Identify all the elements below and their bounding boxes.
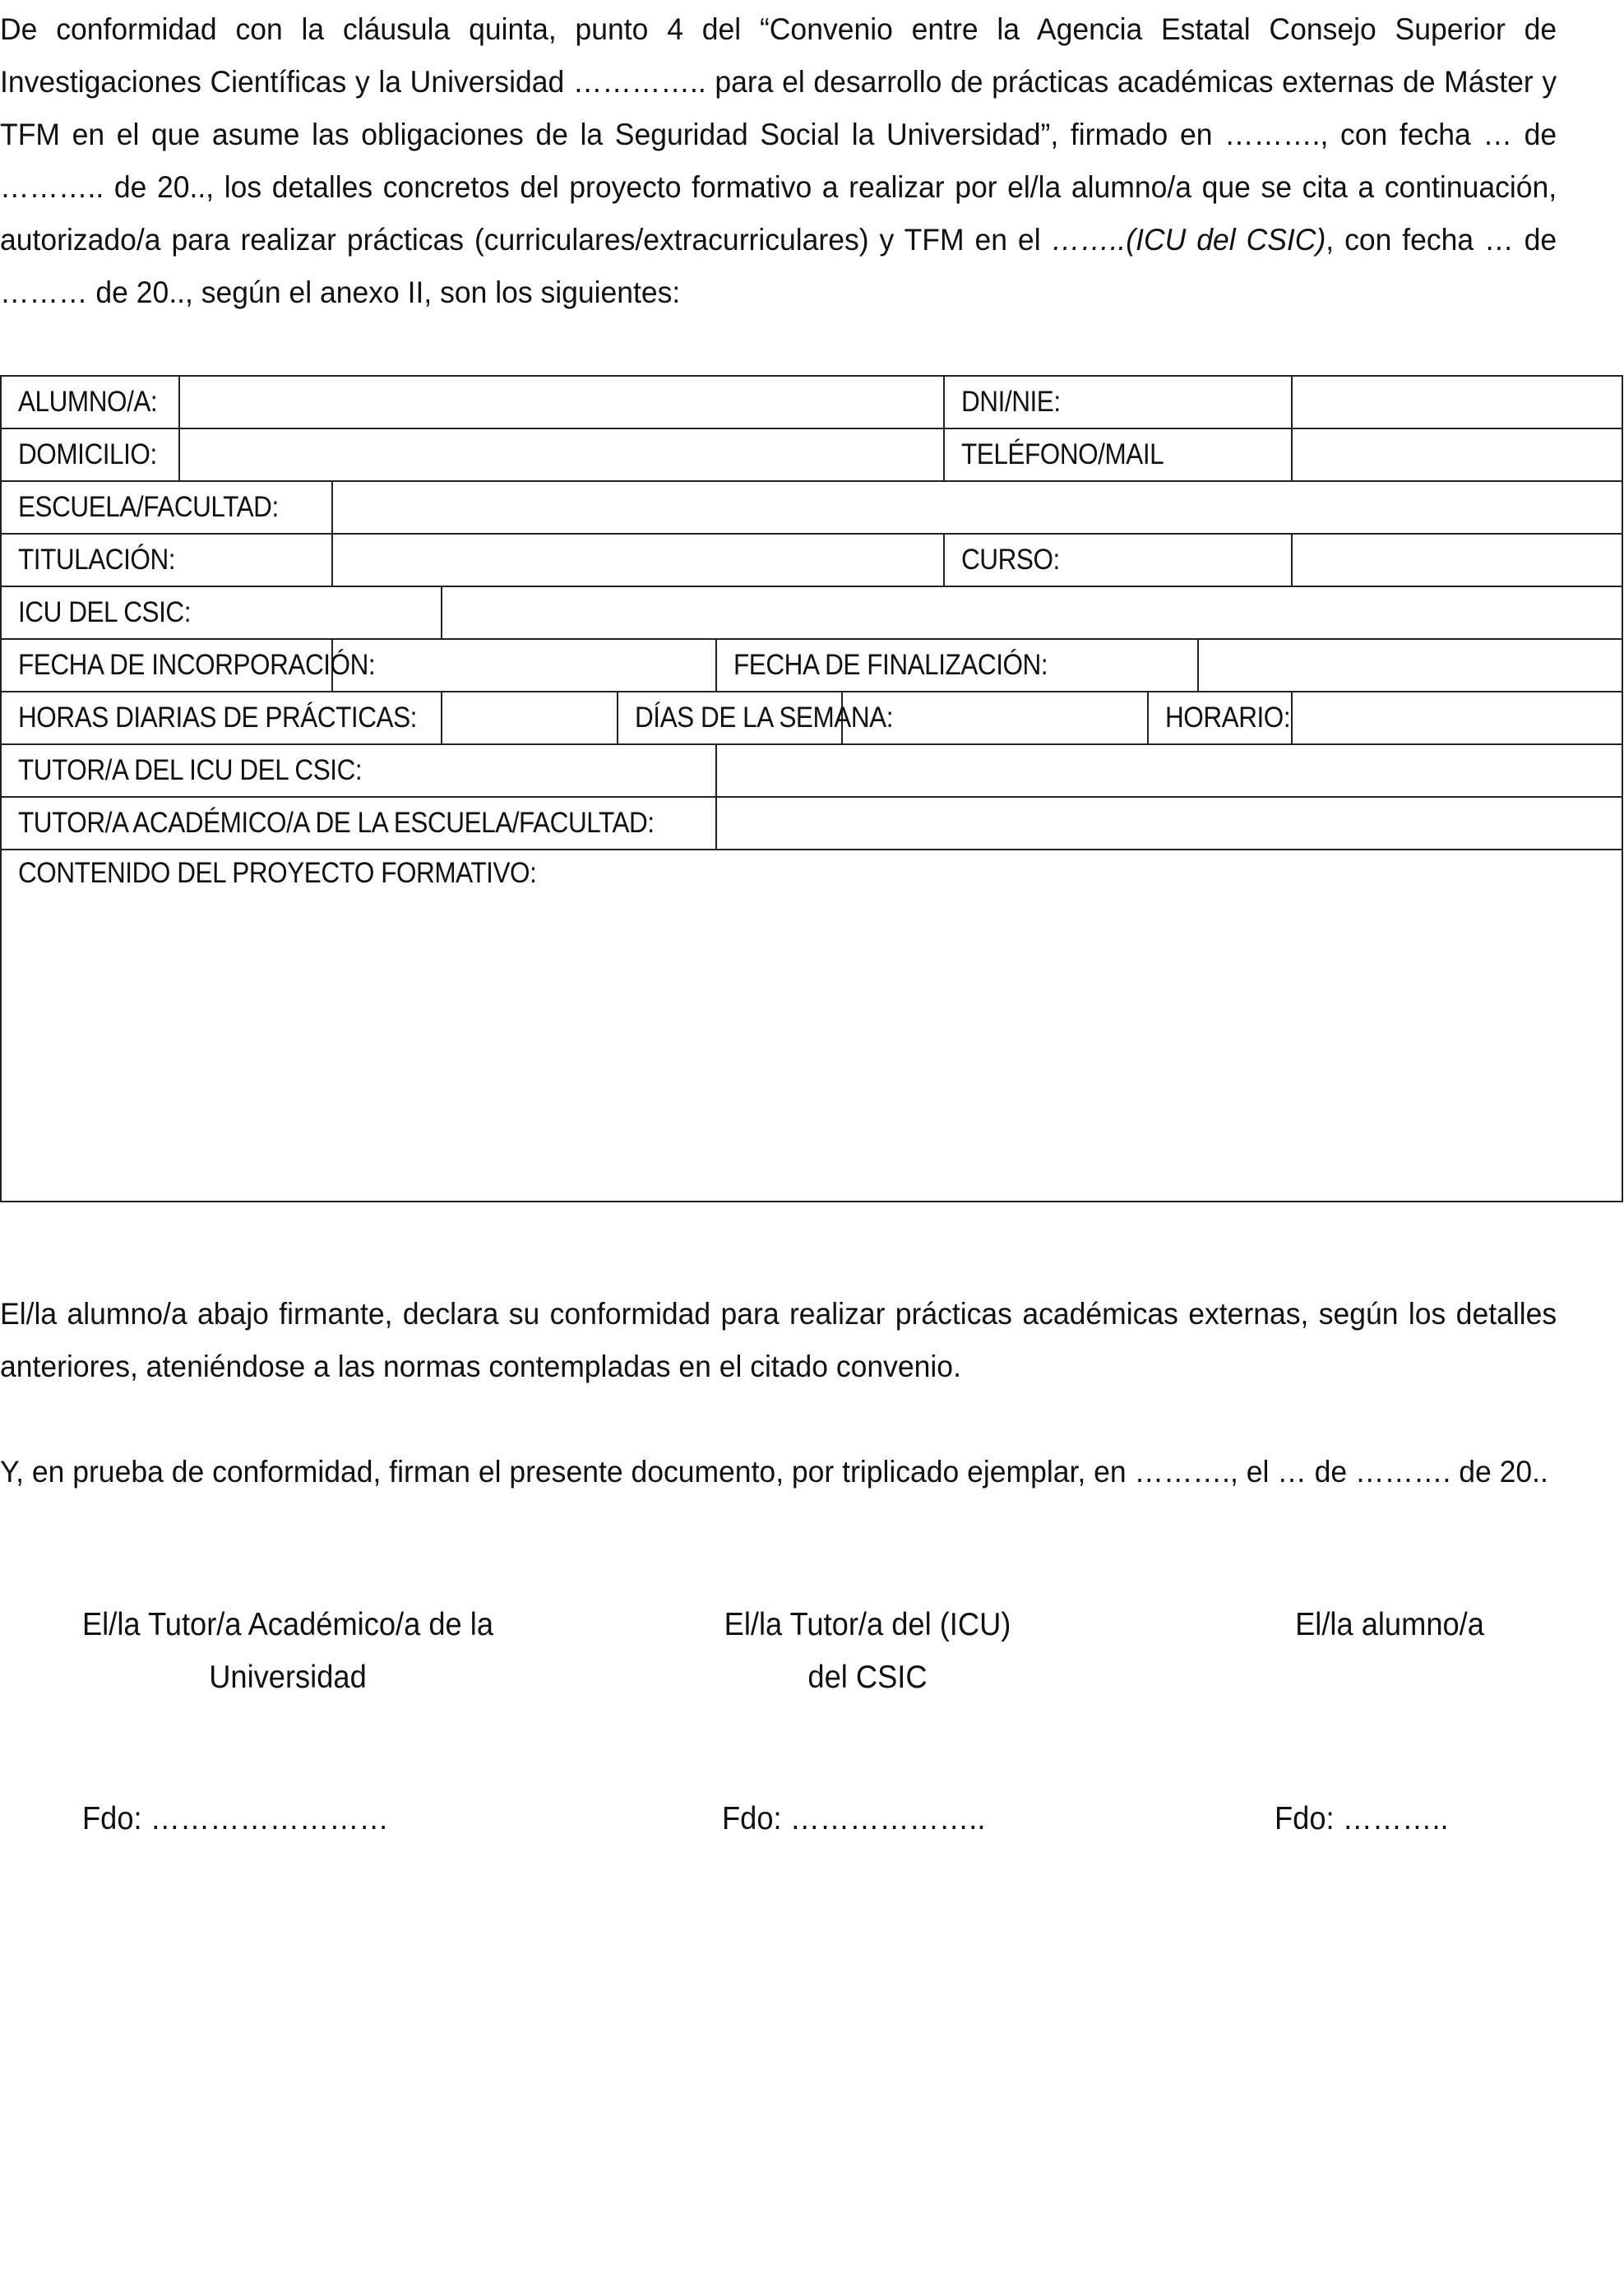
signature-alumno — [1237, 1599, 1543, 1651]
signature-tutor-icu — [673, 1599, 1062, 1704]
form-row — [1, 481, 1622, 534]
titulacion-field[interactable] — [332, 534, 944, 586]
curso-label: CURSO: — [944, 534, 1292, 586]
dni-field[interactable] — [1292, 376, 1622, 428]
form-row — [1, 692, 1622, 744]
contenido-field[interactable] — [1, 850, 1622, 1202]
titulacion-label: TITULACIÓN: — [1, 534, 332, 586]
horario-field[interactable] — [1292, 692, 1622, 744]
icu-field[interactable] — [442, 586, 1622, 639]
fecha-incorporacion-label: FECHA DE INCORPORACIÓN: — [1, 639, 332, 692]
telefono-mail-label: TELÉFONO/MAIL — [944, 428, 1292, 481]
domicilio-label: DOMICILIO: — [1, 428, 179, 481]
form-row — [1, 639, 1622, 692]
signature-title: El/la Tutor/a del (ICU) — [724, 1607, 1011, 1642]
icu-label: ICU DEL CSIC: — [1, 586, 442, 639]
horas-label: HORAS DIARIAS DE PRÁCTICAS: — [1, 692, 442, 744]
signature-title: Universidad — [209, 1660, 367, 1695]
signature-title: del CSIC — [807, 1660, 928, 1695]
form-row — [1, 428, 1622, 481]
form-row — [1, 534, 1622, 586]
intro-paragraph — [0, 3, 1557, 319]
horas-field[interactable] — [442, 692, 618, 744]
telefono-mail-field[interactable] — [1292, 428, 1622, 481]
form-row — [1, 797, 1622, 850]
horario-label: HORARIO: — [1148, 692, 1292, 744]
form-row — [1, 586, 1622, 639]
fecha-finalizacion-field[interactable] — [1198, 639, 1622, 692]
signature-title: El/la Tutor/a Académico/a de la — [81, 1607, 493, 1642]
escuela-label: ESCUELA/FACULTAD: — [1, 481, 332, 534]
dias-label: DÍAS DE LA SEMANA: — [618, 692, 842, 744]
contenido-label: CONTENIDO DEL PROYECTO FORMATIVO: — [18, 857, 537, 889]
tutor-academico-field[interactable] — [716, 797, 1622, 850]
escuela-field[interactable] — [332, 481, 1622, 534]
declaracion-paragraph: El/la alumno/a abajo firmante, declara su conformidad para realizar prácticas académicas externas, según los detalles anteriores, ateniéndose a las normas contempladas en el citado convenio. — [0, 1297, 1557, 1383]
intro-text-end: , con fecha … de ……… de 20.., según el anexo II, son los siguientes: — [0, 223, 1557, 309]
intro-text: De conformidad con la cláusula quinta, punto 4 del “Convenio entre la Agencia Estatal Consejo Superior de Investigaciones Científicas y la Universidad ………….. para el desarrollo de prácticas académicas externas de Máster y TFM en el que asume las obligaciones de la Seguridad Social la Universidad”, firmado en ………., con fecha … de ……….. de 20.., los detalles concretos del proyecto formativo a realizar por el/la alumno/a que se cita a continuación, autorizado/a para realizar prácticas (curriculares/extracurriculares) y TFM en el — [0, 12, 1557, 257]
prueba-paragraph: Y, en prueba de conformidad, firman el presente documento, por triplicado ejemplar, en ………., el … de ………. de 20.. — [0, 1455, 1548, 1489]
tutor-icu-label: TUTOR/A DEL ICU DEL CSIC: — [1, 744, 716, 797]
dni-label: DNI/NIE: — [944, 376, 1292, 428]
form-row — [1, 850, 1622, 1202]
project-details-table — [0, 375, 1623, 1202]
fdo-tutor-icu: Fdo: ……………….. — [722, 1801, 986, 1836]
fdo-tutor-academico: Fdo: …………………… — [82, 1801, 389, 1836]
fecha-finalizacion-label: FECHA DE FINALIZACIÓN: — [716, 639, 1198, 692]
fdo-alumno: Fdo: ……….. — [1275, 1801, 1449, 1836]
tutor-academico-label: TUTOR/A ACADÉMICO/A DE LA ESCUELA/FACULTAD: — [1, 797, 716, 850]
signature-tutor-academico — [54, 1599, 521, 1704]
domicilio-field[interactable] — [179, 428, 944, 481]
form-row — [1, 376, 1622, 428]
intro-italic-text: ……..(ICU del CSIC) — [1051, 223, 1326, 257]
alumno-field[interactable] — [179, 376, 944, 428]
fecha-incorporacion-field[interactable] — [332, 639, 716, 692]
form-row — [1, 744, 1622, 797]
signature-title: El/la alumno/a — [1295, 1607, 1484, 1642]
curso-field[interactable] — [1292, 534, 1622, 586]
tutor-icu-field[interactable] — [716, 744, 1622, 797]
alumno-label: ALUMNO/A: — [1, 376, 179, 428]
